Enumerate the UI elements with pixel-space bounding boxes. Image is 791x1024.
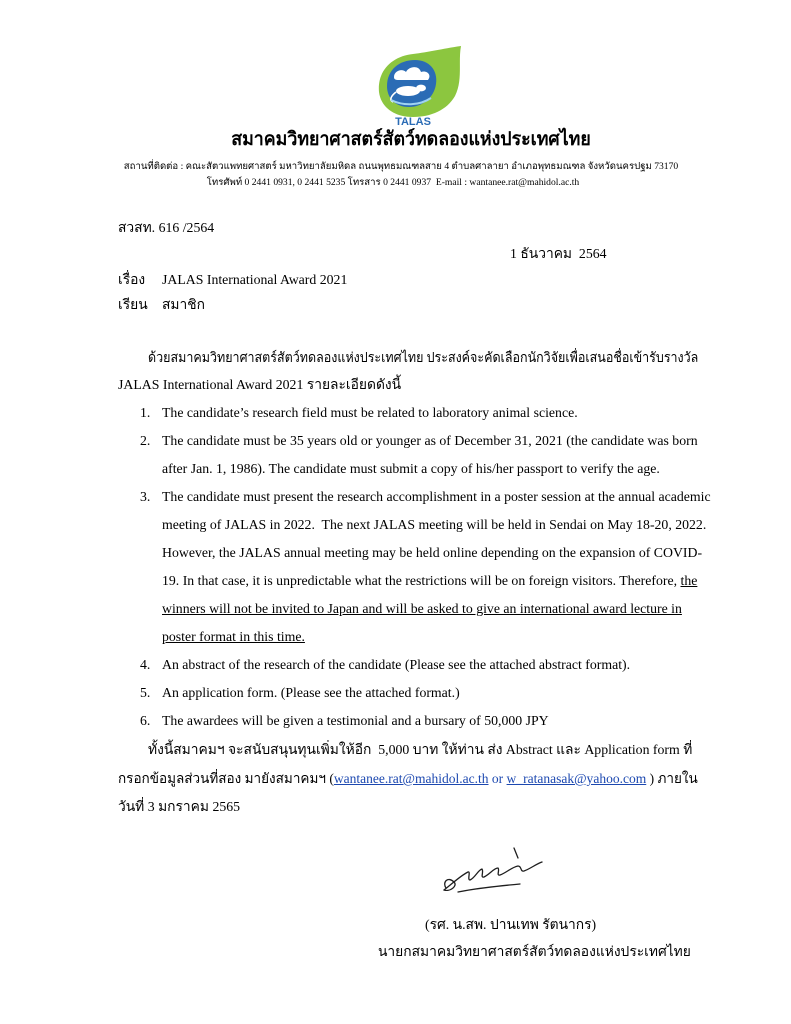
requirement-6-number: 6.: [140, 713, 151, 728]
requirement-2-line-1: The candidate must be 35 years old or younger as of December 31, 2021 (the candidate was born: [162, 433, 698, 448]
requirement-3-line-3: However, the JALAS annual meeting may be held online depending on the expansion of COVID-: [162, 545, 703, 560]
requirement-3-line-1: The candidate must present the research accomplishment in a poster session at the annual academic: [162, 489, 711, 504]
talas-logo-icon: [373, 46, 463, 128]
signatory-title: นายกสมาคมวิทยาศาสตร์สัตว์ทดลองแห่งประเทศไทย: [378, 944, 691, 959]
closing-line-2: [118, 769, 698, 789]
signatory-name: (รศ. น.สพ. ปานเทพ รัตนากร): [425, 917, 597, 932]
requirement-4-line-1: An abstract of the research of the candidate (Please see the attached abstract format).: [162, 657, 631, 672]
requirement-6-line-1: The awardees will be given a testimonial and a bursary of 50,000 JPY: [162, 713, 549, 728]
reference-number: สวสท. 616 /2564: [118, 220, 215, 235]
requirement-2-number: 2.: [140, 433, 151, 448]
recipient-text: สมาชิก: [162, 297, 205, 312]
requirement-3-line-6: poster format in this time.: [162, 629, 305, 644]
letter-date: 1 ธันวาคม 2564: [510, 246, 607, 261]
requirement-3-number: 3.: [140, 489, 151, 504]
requirement-3-line-2: meeting of JALAS in 2022. The next JALAS meeting will be held in Sendai on May 18-20, 2022.: [162, 517, 707, 532]
subject-text: JALAS International Award 2021: [162, 272, 348, 287]
logo-animal-head: [416, 85, 426, 92]
signature-underline: [458, 884, 520, 892]
email-joiner-text: or: [488, 771, 507, 786]
closing-line-2-text: กรอกข้อมูลส่วนที่สอง มายังสมาคมฯ (: [118, 771, 334, 786]
contact-address: สถานที่ติดต่อ : คณะสัตวแพทยศาสตร์ มหาวิทยาลัยมหิดล ถนนพุทธมณฑลสาย 4 ตำบลศาลายา อำเภอพุทธมณฑล จังหวัดนครปฐม 73170: [123, 161, 679, 172]
requirement-1-line-1: The candidate’s research field must be related to laboratory animal science.: [162, 405, 578, 420]
closing-line-3: วันที่ 3 มกราคม 2565: [118, 799, 241, 814]
requirement-3-line-4-text: 19. In that case, it is unpredictable what the restrictions will be on foreign visitors. Therefore,: [162, 573, 681, 588]
contact-phone-email: โทรศัพท์ 0 2441 0931, 0 2441 5235 โทรสาร 0 2441 0937 E-mail : wantanee.rat@mahidol.ac.th: [206, 177, 580, 188]
signature-scribble: [444, 862, 542, 890]
requirement-2-line-2: after Jan. 1, 1986). The candidate must submit a copy of his/her passport to verify the age.: [162, 461, 660, 476]
closing-line-1: ทั้งนี้สมาคมฯ จะสนับสนุนทุนเพิ่มให้อีก 5,000 บาท ให้ท่าน ส่ง Abstract และ Application form ที่: [148, 742, 693, 757]
organization-name: สมาคมวิทยาศาสตร์สัตว์ทดลองแห่งประเทศไทย: [231, 129, 591, 150]
requirement-3-line-5: winners will not be invited to Japan and will be asked to give an international award lecture in: [162, 601, 682, 616]
intro-line-1: ด้วยสมาคมวิทยาศาสตร์สัตว์ทดลองแห่งประเทศไทย ประสงค์จะคัดเลือกนักวิจัยเพื่อเสนอชื่อเข้ารับรางวัล: [148, 350, 699, 365]
logo-text: TALAS: [395, 116, 431, 128]
email-link-ratanasak[interactable]: w_ratanasak@yahoo.com: [506, 771, 647, 786]
requirement-3-underlined-start: the: [680, 573, 698, 588]
signature-mark: [514, 848, 518, 858]
requirement-4-number: 4.: [140, 657, 151, 672]
requirement-3-line-4: [162, 571, 697, 591]
requirement-1-number: 1.: [140, 405, 151, 420]
requirement-5-number: 5.: [140, 685, 151, 700]
recipient-label: เรียน: [118, 297, 148, 312]
intro-line-2: JALAS International Award 2021 รายละเอียดดังนี้: [118, 377, 402, 392]
signature: [438, 842, 550, 898]
requirement-5-line-1: An application form. (Please see the attached format.): [162, 685, 460, 700]
closing-line-2-tail: ) ภายใน: [646, 771, 698, 786]
email-link-wantanee[interactable]: wantanee.rat@mahidol.ac.th: [333, 771, 489, 786]
subject-label: เรื่อง: [118, 272, 146, 287]
